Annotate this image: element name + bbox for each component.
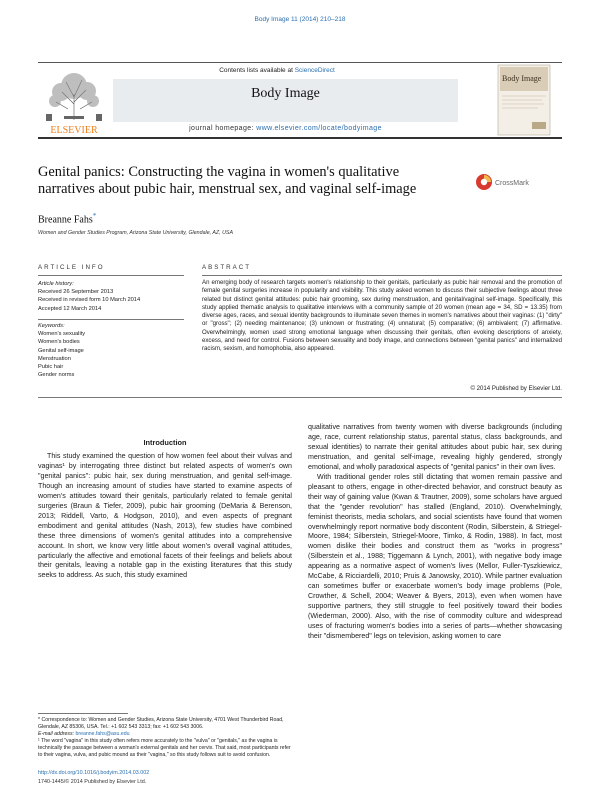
keyword-item: Menstruation [38, 355, 71, 362]
keyword-item: Pubic hair [38, 364, 64, 371]
abstract-copyright: © 2014 Published by Elsevier Ltd. [470, 385, 562, 392]
elsevier-logo[interactable] [38, 64, 110, 136]
author-affiliation: Women and Gender Studies Program, Arizona State University, Glendale, AZ, USA [38, 230, 233, 236]
cover-title: Body Image [502, 74, 542, 83]
article-info-heading: ARTICLE INFO [38, 264, 105, 271]
email-footnote [38, 731, 292, 738]
crossmark-label: CrossMark [495, 180, 529, 187]
keywords-rule [38, 319, 184, 320]
journal-cover-thumbnail[interactable] [462, 64, 562, 136]
article-info-rule [38, 275, 184, 276]
vagina-term-footnote: ¹ The word "vagina" in this study often refers more accurately to the "vulva" or "genitals," as the vagina is technically the passage between a woman's external genitals and her cervix. That said, most participants refer to their vagina, vulva, and pubic mound as their "vagina," so this study follows suit to avoid confusion. [38, 738, 291, 758]
crossmark-badge[interactable] [474, 172, 542, 192]
history-received: Received 26 September 2013 [38, 289, 114, 296]
body-paragraph: This study examined the question of how women feel about their vulvas and vaginas¹ by interrogating three distinct but related aspects of women's own "genital panics": pubic hair, sex during menstruation, and genital self-image. Though an increasing amount of studies have started to examine aspects of women's attitudes toward their genitals, particularly related to female genital surgeries (Braun & Tiefer, 2009), pubic hair grooming (DeMaria & Berenson, 2013; Riddell, Varto, & Hodgson, 2010), and even aspects of pregnant embodiment and genital attitudes (Nash, 2013), few studies have combined these three dimensions of women's genital attitudes into a comprehensive account. In short, we know very little about women's overall vaginal attitudes, particularly the affective and emotional facets of their feelings and beliefs about their genitals, leaving a notable gap in the existing literatures that this study seeks to address. As such, this study examined [38, 452, 292, 580]
keywords-list [38, 322, 188, 379]
abstract-heading: ABSTRACT [202, 264, 252, 271]
journal-cover-icon [462, 64, 562, 136]
author-text: Breanne Fahs [38, 214, 93, 226]
author-name[interactable] [38, 212, 96, 225]
journal-name: Body Image [251, 86, 320, 101]
journal-homepage-line [113, 125, 458, 132]
correspondence-footnote: * Correspondence to: Women and Gender Studies, Arizona State University, 4701 West Thunderbird Road, Glendale, AZ 85306, USA. Tel.: +1 602 543 3313; fax: +1 602 543 3006. [38, 717, 284, 730]
email-label: E-mail address: [38, 731, 76, 737]
crossmark-icon [474, 172, 542, 192]
abstract-rule [202, 275, 562, 276]
history-label: Article history: [38, 281, 74, 287]
homepage-prefix: journal homepage: [189, 125, 257, 132]
keyword-item: Women's bodies [38, 339, 80, 346]
header-bottom-rule [38, 137, 562, 139]
elsevier-tree-icon [38, 64, 110, 136]
abstract-bottom-rule [38, 397, 562, 398]
footnote-rule [38, 713, 128, 714]
body-paragraph: With traditional gender roles still dictating that women remain passive and pleasant to others, engage in other-directed behavior, and construct beauty as their way of gaining value (Kwan & Trautner, 2009), some scholars have argued that the "gender revolution" has stalled (England, 2010). Overwhelmingly, feminist theorists, media scholars, and social scientists have found that women overwhelmingly report normative body discontent (Rodin, Silberstein, & Striegel-Moore, 1984; Silberstein, Striegel-Moore, Timko, & Rodin, 1988). In fact, most women dislike their bodies and construct them as "works in progress" (Silberstein et al., 1988; Tiggemann & Lynch, 2001), with negative body image appearing as a normative aspect of women's lives (Mellor, Fuller-Tyszkiewicz, McCabe, & Ricciardelli, 2010; Pruis & Janowsky, 2010). While partner evaluation can sometimes buffer or exacerbate women's body image problems (Pole, Crowther, & Schell, 2004; Weaver & Byers, 2013), even when women have supportive partners, they still struggle to feel positively toward their bodies (Wiederman, 2000). Also, with the rise of commodity culture and widespread uses of fracturing women's bodies into a series of parts—whether showcasing their "dismembered" legs on television, asking women to care [308, 472, 562, 641]
footnotes [38, 717, 292, 759]
contents-available-line [140, 67, 414, 74]
header-top-rule [38, 62, 562, 63]
issn-line: 1740-1445/© 2014 Published by Elsevier Ltd. [38, 779, 147, 785]
author-correspondence-mark[interactable]: * [92, 212, 97, 220]
homepage-link[interactable]: www.elsevier.com/locate/bodyimage [256, 125, 382, 132]
keyword-item: Women's sexuality [38, 331, 86, 338]
keyword-item: Gender norms [38, 372, 75, 379]
abstract-text: An emerging body of research targets women's relationship to their genitals, particularly as pubic hair removal and the promotion of female genital surgeries increase in popularity and visibility. This study asked women to discuss their subjective feelings about three related but distinct genital attitudes: pubic hair grooming, sex during menstruation, and genital/vaginal self-image. Specifically, this study applied thematic analysis to qualitative interviews with a community sample of 20 women (mean age = 34, SD = 13.35) from diverse ages, races, and sexual identity backgrounds to illuminate seven themes in women's narratives about their vaginas: (1) "dirty" or "gross"; (2) needing maintenance; (3) unknown or frustrating; (4) unnatural; (5) comparative; (6) ambivalent; (7) affirmative. Overwhelmingly, women used strong emotional language when discussing their genitals, often evoking descriptions of anxiety, excess, and need for control. Fusions between sexuality and body image, and connections between "genital panics" and internalized racism, sexism, and homophobia, also appeared. [202, 279, 562, 353]
history-revised: Received in revised form 10 March 2014 [38, 297, 141, 304]
body-column-right [308, 423, 562, 642]
journal-reference[interactable]: Body Image 11 (2014) 210–218 [254, 16, 346, 23]
body-paragraph: qualitative narratives from twenty women with diverse backgrounds (including age, race, current relationship status, parental status, class backgrounds, and sexual identities) to narrate their genital attitudes about pubic hair, sex during menstruation, and genital self-image, revealing highly gendered, strongly emotional, and wholly paradoxical aspects of "genital panics" in their own lives. [308, 423, 562, 471]
history-accepted: Accepted 12 March 2014 [38, 305, 102, 312]
elsevier-wordmark: ELSEVIER [50, 125, 98, 136]
sciencedirect-link[interactable]: ScienceDirect [294, 67, 335, 74]
contents-prefix: Contents lists available at [219, 67, 295, 74]
email-link[interactable]: breanne.fahs@asu.edu [75, 731, 130, 737]
body-column-left [38, 452, 292, 581]
article-history [38, 280, 188, 313]
doi-link[interactable]: http://dx.doi.org/10.1016/j.bodyim.2014.03.002 [38, 770, 150, 776]
keyword-item: Genital self-image [38, 347, 84, 354]
introduction-heading: Introduction [143, 438, 187, 447]
keywords-label: Keywords: [38, 323, 65, 329]
article-title: Genital panics: Constructing the vagina in women's qualitative narratives about pubic hair, menstrual sex, and vaginal self-image [38, 164, 417, 197]
